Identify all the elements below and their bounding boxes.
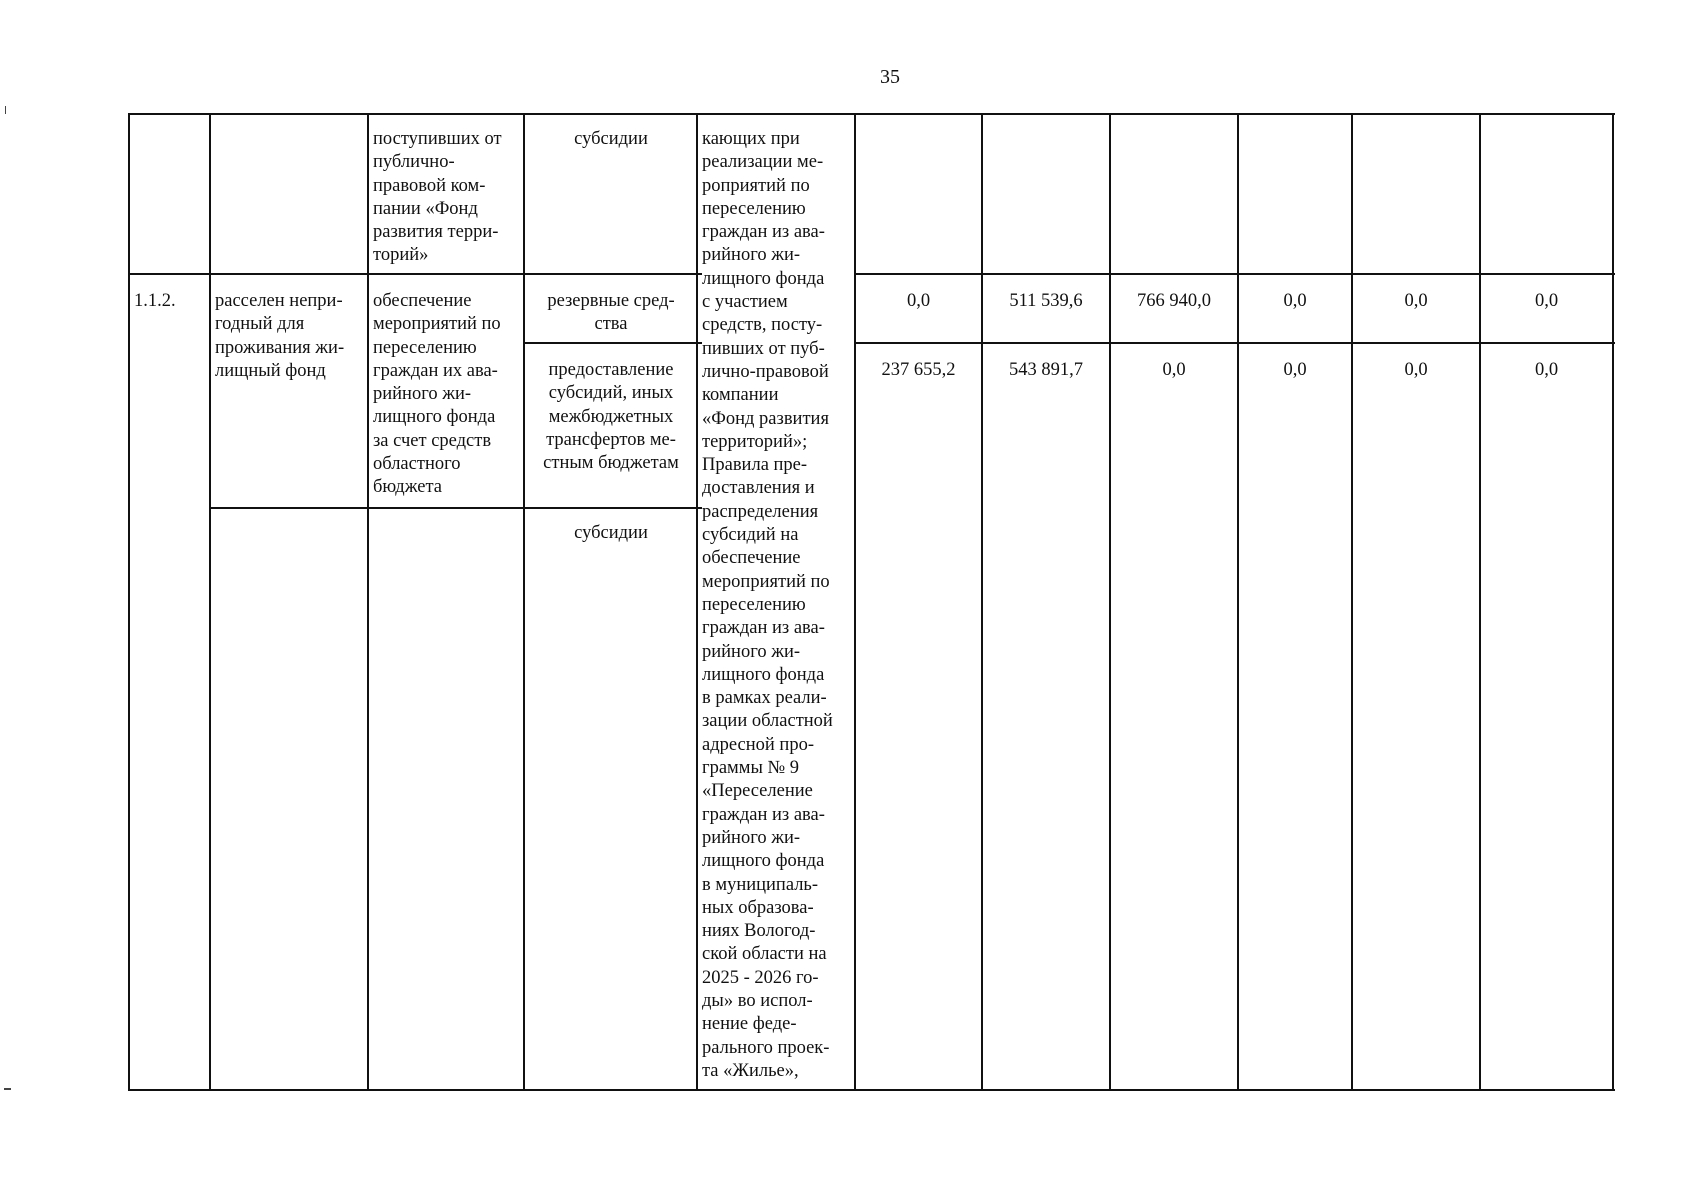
column-divider <box>209 113 211 1091</box>
row-divider <box>524 342 702 344</box>
value-cell: 543 891,7 <box>1009 360 1083 380</box>
value-cell: 0,0 <box>1283 291 1307 311</box>
funding-type-subsidies: субсидии <box>574 523 648 543</box>
column-divider <box>1351 113 1353 1091</box>
continuation-source-cell: поступивших от публично- правовой ком- пании «Фонд развития терри- торий» <box>373 129 502 266</box>
value-cell: 511 539,6 <box>1009 291 1083 311</box>
funding-type-reserve: резервные сред- ства <box>547 291 675 335</box>
funding-type-transfers: предоставление субсидий, иных межбюджетных трансфертов ме- стным бюджетам <box>543 360 679 474</box>
row-divider <box>855 342 1615 344</box>
page-number: 35 <box>880 66 900 88</box>
table-right-border <box>1612 113 1614 1091</box>
value-cell: 0,0 <box>1404 360 1428 380</box>
column-divider <box>1109 113 1111 1091</box>
scan-mark-top <box>5 106 6 114</box>
value-cell: 0,0 <box>1534 291 1559 311</box>
value-cell: 0,0 <box>1283 360 1307 380</box>
value-cell: 0,0 <box>906 291 931 311</box>
column-divider <box>128 113 130 1091</box>
value-cell: 0,0 <box>1162 360 1186 380</box>
value-cell: 0,0 <box>1404 291 1428 311</box>
value-cell: 0,0 <box>1534 360 1559 380</box>
column-divider <box>523 113 525 1091</box>
row-divider <box>855 273 1615 275</box>
value-cell: 237 655,2 <box>881 360 956 380</box>
value-cell: 766 940,0 <box>1137 291 1211 311</box>
table-bottom-border <box>128 1089 1615 1091</box>
column-divider <box>1237 113 1239 1091</box>
column-divider <box>1479 113 1481 1091</box>
item-result: расселен непри- годный для проживания жи- лищный фонд <box>215 291 345 381</box>
item-number: 1.1.2. <box>134 291 176 311</box>
table-top-border <box>128 113 1615 115</box>
item-activity: обеспечение мероприятий по переселению граждан их ава- рийного жи- лищного фонда за счет средств областного бюджета <box>373 291 501 498</box>
column-divider <box>981 113 983 1091</box>
legal-basis-cell: кающих при реализации ме- роприятий по переселению граждан из ава- рийного жи- лищного фонда с участием средств, посту- пивших от пуб- лично-правовой компании «Фонд развития территорий»; Правила пре- доставления и распределения субсидий на обеспечение мероприятий по переселению граждан из ава- рийного жи- лищного фонда в рамках реали- зации областной адресной про- граммы № 9 «Переселение граждан из ава- рийного жи- лищного фонда в муниципаль- ных образова- ниях Вологод- ской области на 2025 - 2026 го- ды» во испол- нение феде- рального проек- та «Жилье», <box>702 129 833 1081</box>
continuation-type-cell: субсидии <box>574 129 648 149</box>
scan-mark-bottom <box>4 1088 11 1090</box>
column-divider <box>696 113 698 1091</box>
row-divider <box>128 273 702 275</box>
column-divider <box>854 113 856 1091</box>
row-divider <box>210 507 702 509</box>
column-divider <box>367 113 369 1091</box>
